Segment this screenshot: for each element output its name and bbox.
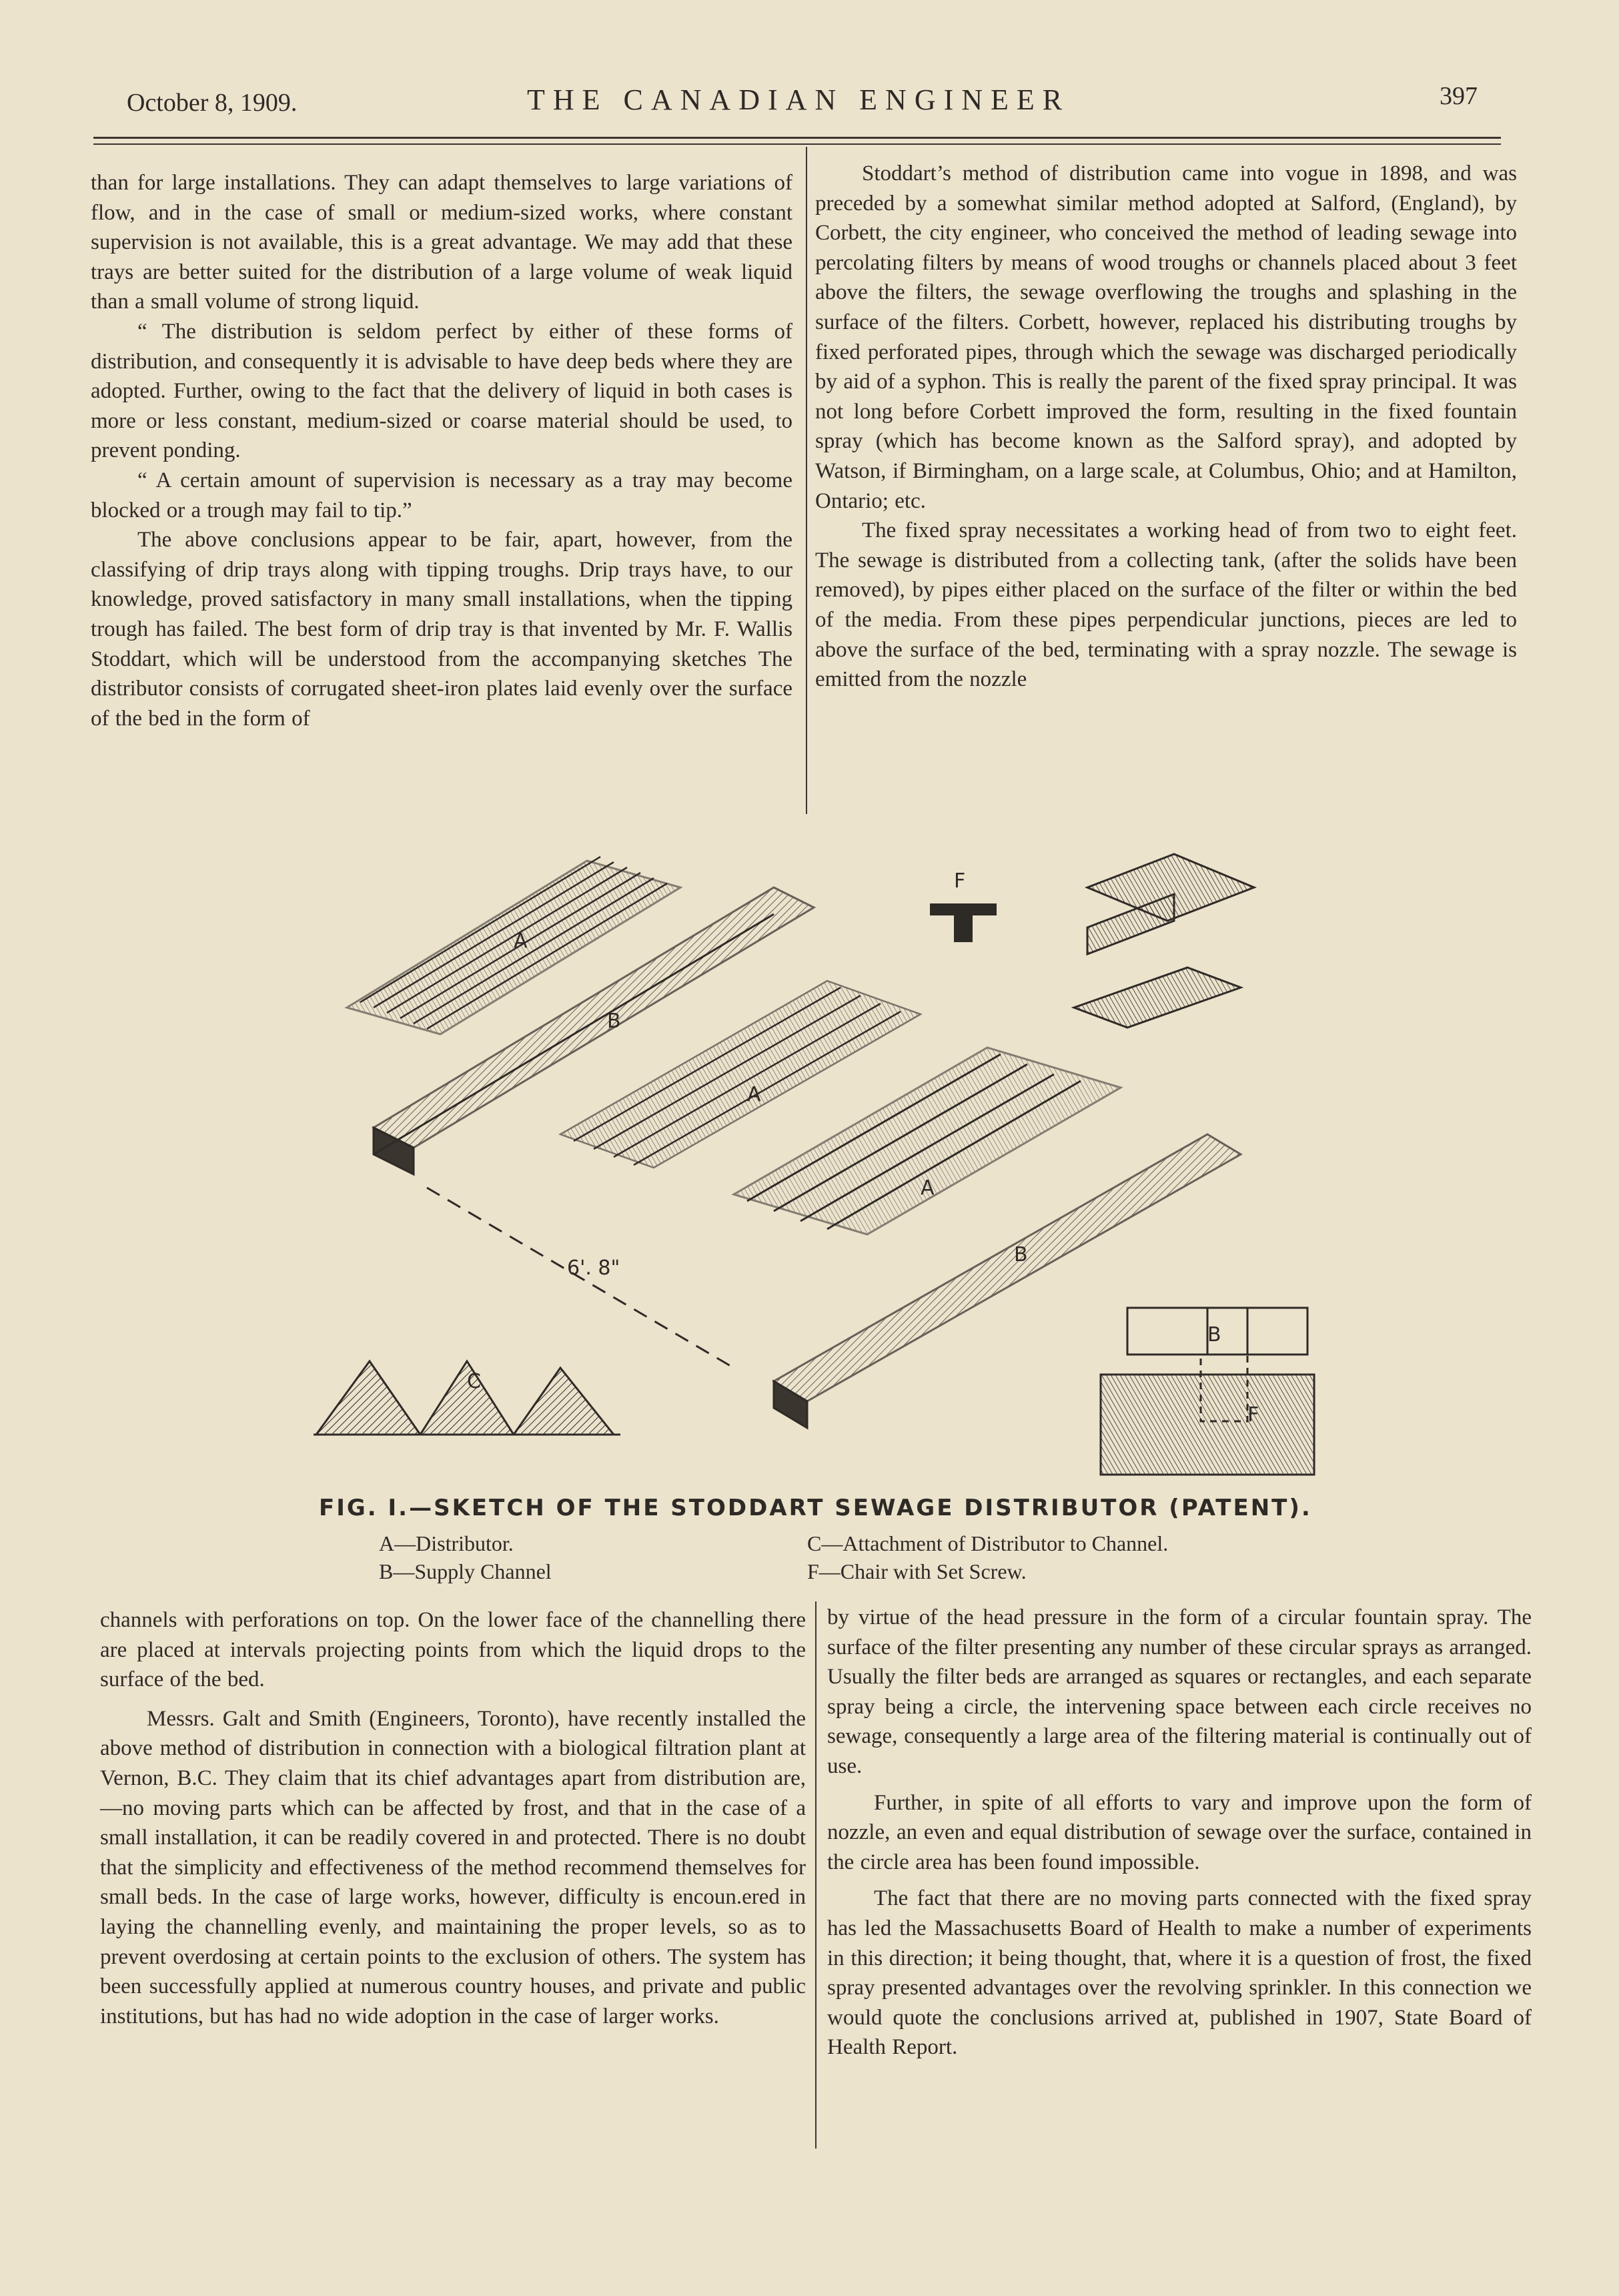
figure-caption: FIG. I.—SKETCH OF THE STODDART SEWAGE DISTRIBUTOR (PATENT).	[319, 1495, 1312, 1521]
lower-distributor-drawing	[734, 1048, 1241, 1428]
column-bottom-right	[827, 1603, 1532, 2062]
paragraph: channels with perforations on top. On the lower face of the channelling there are placed at intervals projecting points from which the liquid drops to the surface of the bed.	[100, 1608, 806, 1692]
paragraph: Messrs. Galt and Smith (Engineers, Toronto), have recently installed the above method of distribution in connection with a biological filtration plant at Vernon, B.C. They claim that its chief advantages apart from distribution are,—no moving parts which can be affected by frost, and that in the case of a small installation, it can be readily covered in and protected. There is no doubt that the simplicity and effectiveness of the method recommend themselves for small beds. In the case of large works, however, difficulty is encoun.ered in laying the channelling evenly, and maintaining the proper levels, so as to prevent overdosing at certain points to the exclusion of others. The system has been successfully applied at numerous country houses, and private and public institutions, but has had no wide adoption in the case of larger works.	[100, 1706, 806, 2028]
figure-legend-right	[807, 1529, 1168, 1585]
legend-item: A—Distributor.	[379, 1531, 514, 1555]
chair-drawing	[931, 905, 995, 941]
paragraph: Stoddart’s method of distribution came into vogue in 1898, and was preceded by a somewhat similar method adopted at Salford, (England), by Corbett, the city engineer, who conceived the method of leading sewage into percolating filters by means of wood troughs or channels placed about 3 feet above the filters, the sewage overflowing the troughs and splashing in the surface of the filters. Corbett, however, replaced his distributing troughs by fixed perforated pipes, through which the sewage was discharged periodically by aid of a syphon. This is really the parent of the fixed spray principal. It was not long before Corbett improved the form, resulting in the fixed fountain spray (which has become known as the Salford spray), and adopted by Watson, if Birmingham, on a large scale, at Columbus, Ohio; and at Hamilton, Ontario; etc.	[815, 161, 1517, 513]
header-rule-thin	[93, 143, 1501, 145]
column-divider	[815, 1601, 817, 2149]
header-date: October 8, 1909.	[127, 89, 298, 117]
column-bottom-left	[100, 1605, 806, 2031]
label-f: F	[954, 869, 966, 893]
paragraph: Further, in spite of all efforts to vary and improve upon the form of nozzle, an even and equal distribution of sewage over the surface, contained in the circle area has been found impossible.	[827, 1790, 1532, 1874]
paragraph: The fact that there are no moving parts connected with the fixed spray has led the Massachusetts Board of Health to make a number of experiments in this direction; it being thought, that, where it is a question of frost, the fixed spray presented advantages over the revolving sprinkler. In this connection we would quote the conclusions arrived at, published in 1907, State Board of Health Report.	[827, 1886, 1532, 2060]
paragraph: The above conclusions appear to be fair, apart, however, from the classifying of drip trays along with tipping troughs. Drip trays have, to our knowledge, proved satisfactory in many small installations, when the tipping trough has failed. The best form of drip tray is that invented by Mr. F. Wallis Stoddart, which will be understood from the accompanying sketches The distributor consists of corrugated sheet-iron plates laid evenly over the surface of the bed in the form of	[91, 528, 792, 731]
figure-legend-left	[379, 1529, 552, 1585]
label-a-lower: A	[921, 1176, 935, 1200]
legend-item: C—Attachment of Distributor to Channel.	[807, 1531, 1169, 1555]
label-a-middle: A	[747, 1083, 761, 1106]
page-number: 397	[1440, 82, 1478, 110]
label-c: C	[467, 1370, 481, 1393]
legend-item: F—Chair with Set Screw.	[807, 1559, 1027, 1583]
paragraph: “ A certain amount of supervision is necessary as a tray may become blocked or a trough may fail to tip.”	[91, 468, 792, 522]
paragraph: by virtue of the head pressure in the form of a circular fountain spray. The surface of the filter presenting any number of these circular sprays as arranged. Usually the filter beds are arranged as squares or rectangles, and each separate spray being a circle, the intervening space between each circle receives no sewage, consequently a large area of the filtering material is continually out of use.	[827, 1605, 1532, 1778]
paragraph: The fixed spray necessitates a working head of from two to eight feet. The sewage is distributed from a collecting tank, (after the solids have been removed), by pipes either placed on the surface of the filter or within the bed of the media. From these pipes perpendicular junctions, pieces are led to above the surface of the bed, terminating with a spray nozzle. The sewage is emitted from the nozzle	[815, 518, 1517, 692]
label-b-upper: B	[607, 1010, 621, 1033]
legend-item: B—Supply Channel	[379, 1559, 552, 1583]
column-top-right	[815, 159, 1517, 695]
label-b-section: B	[1207, 1323, 1221, 1347]
journal-title: THE CANADIAN ENGINEER	[527, 83, 1071, 116]
paragraph: than for large installations. They can adapt themselves to large variations of flow, and in the case of small or medium-sized works, where constant supervision is not available, this is a great advantage. We may add that these trays are better suited for the distribution of a large volume of weak liquid than a small volume of strong liquid.	[91, 171, 792, 314]
paragraph: “ The distribution is seldom perfect by either of these forms of distribution, and consequently it is advisable to have deep beds where they are adopted. Further, owing to the fact that the delivery of liquid in both cases is more or less constant, medium-sized or coarse material should be used, to prevent ponding.	[91, 319, 792, 463]
distributor-sketch	[307, 847, 1321, 1481]
bracket-drawing	[1074, 854, 1254, 1028]
dimension-label: 6'. 8"	[567, 1256, 620, 1280]
label-b-lower: B	[1014, 1243, 1028, 1266]
column-divider	[806, 147, 807, 814]
header-rule	[93, 137, 1501, 139]
column-top-left	[91, 168, 792, 733]
label-f-section: F	[1247, 1403, 1259, 1427]
label-a-upper: A	[514, 929, 528, 953]
